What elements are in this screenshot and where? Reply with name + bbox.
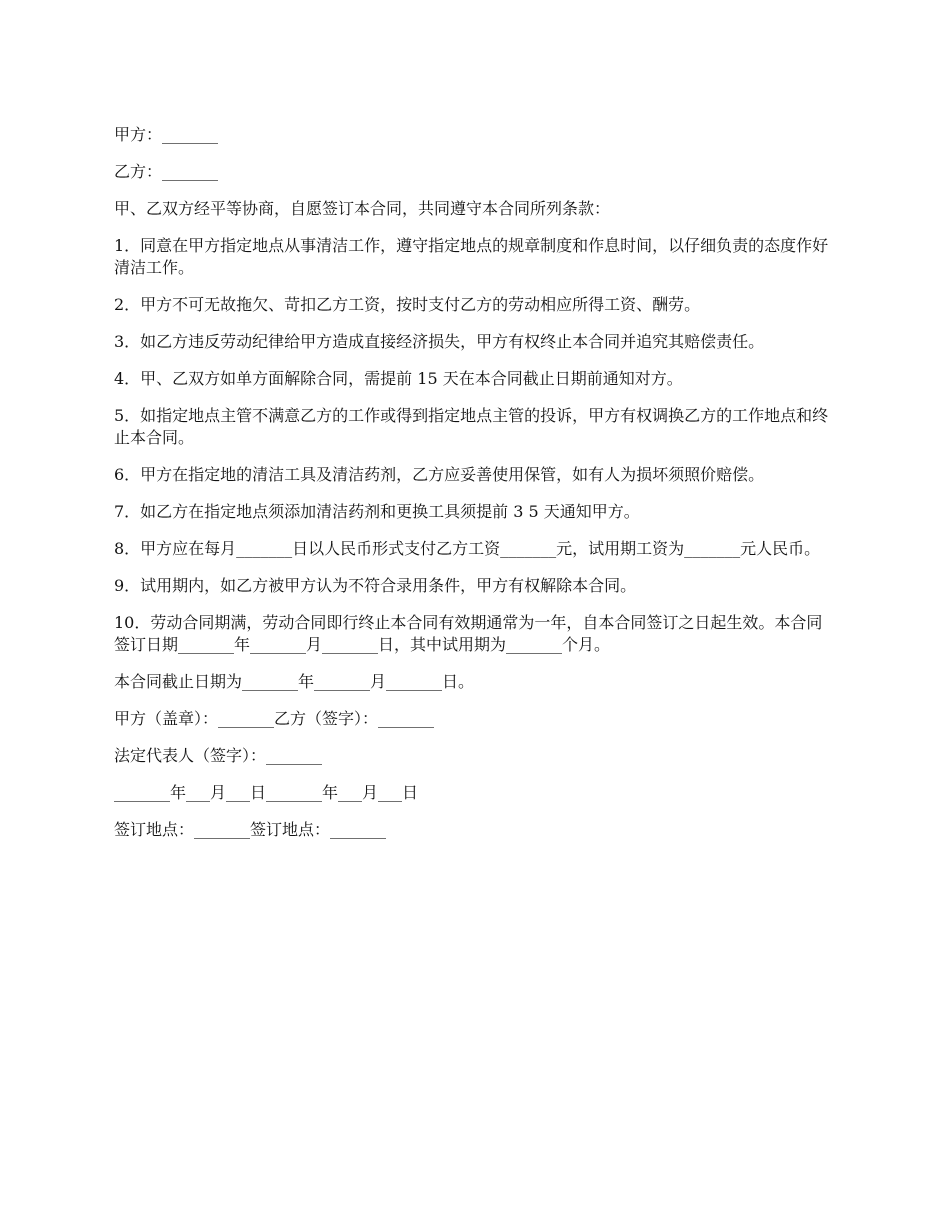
clause-4: 4．甲、乙双方如单方面解除合同，需提前 15 天在本合同截止日期前通知对方。 xyxy=(114,369,683,388)
legal-representative-line: 法定代表人（签字）：_______ xyxy=(114,746,323,765)
signing-dates-line: _______年___月___日_______年___月___日 xyxy=(114,783,419,802)
clause-3: 3．如乙方违反劳动纪律给甲方造成直接经济损失，甲方有权终止本合同并追究其赔偿责任。 xyxy=(114,332,765,351)
contract-document xyxy=(114,124,834,856)
clause-2: 2．甲方不可无故拖欠、苛扣乙方工资，按时支付乙方的劳动相应所得工资、酬劳。 xyxy=(114,295,701,314)
preamble: 甲、乙双方经平等协商，自愿签订本合同，共同遵守本合同所列条款： xyxy=(114,199,611,218)
party-a-line: 甲方：_______ xyxy=(114,125,219,144)
clause-7: 7．如乙方在指定地点须添加清洁药剂和更换工具须提前 3 5 天通知甲方。 xyxy=(114,502,640,521)
clause-1: 1．同意在甲方指定地点从事清洁工作，遵守指定地点的规章制度和作息时间，以仔细负责的态度作好清洁工作。 xyxy=(114,236,829,277)
clause-6: 6．甲方在指定地的清洁工具及清洁药剂，乙方应妥善使用保管，如有人为损坏须照价赔偿。 xyxy=(114,465,765,484)
party-b-line: 乙方：_______ xyxy=(114,162,219,181)
signing-location-line: 签订地点：_______签订地点：_______ xyxy=(114,820,387,839)
clause-8: 8．甲方应在每月_______日以人民币形式支付乙方工资_______元，试用期工资为_______元人民币。 xyxy=(114,539,821,558)
clause-9: 9．试用期内，如乙方被甲方认为不符合录用条件，甲方有权解除本合同。 xyxy=(114,576,637,595)
signature-line: 甲方（盖章）：_______乙方（签字）：_______ xyxy=(114,709,435,728)
clause-10: 10．劳动合同期满，劳动合同即行终止本合同有效期通常为一年，自本合同签订之日起生效。本合同签订日期_______年_______月_______日，其中试用期为_______个月。 xyxy=(114,613,823,654)
clause-5: 5．如指定地点主管不满意乙方的工作或得到指定地点主管的投诉，甲方有权调换乙方的工作地点和终止本合同。 xyxy=(114,406,829,447)
contract-end-date: 本合同截止日期为_______年_______月_______日。 xyxy=(114,672,475,691)
